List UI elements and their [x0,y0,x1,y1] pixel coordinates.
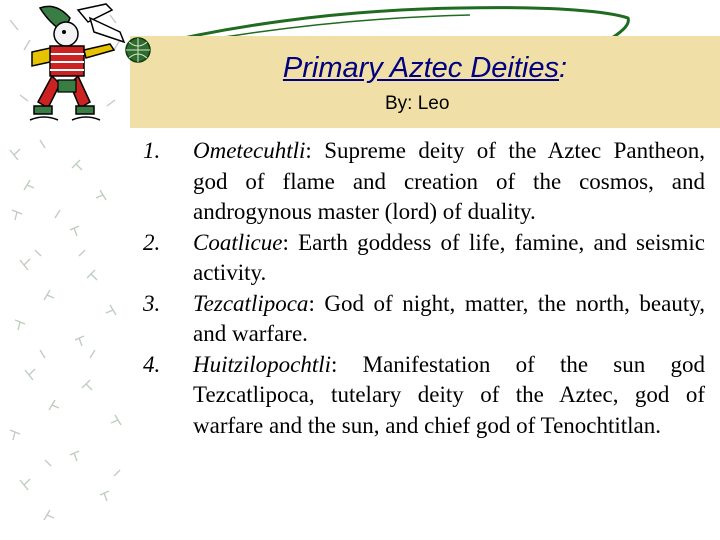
deity-name: Huitzilopochtli [193,351,331,377]
deity-text [193,289,705,350]
deity-item [143,136,705,228]
aztec-warrior-figure [20,2,135,130]
deity-text [193,136,705,228]
slide-title [130,52,720,85]
deity-number: 2. [143,229,161,255]
slide-title-text: Primary Aztec Deities [282,52,560,84]
deity-name: Coatlicue [193,229,283,255]
deity-text [193,228,705,289]
deity-list [143,136,705,441]
deity-name: Ometecuhtli [193,138,306,163]
deity-number: 3. [143,290,161,316]
deity-item [143,350,705,442]
deity-item [143,228,705,289]
deity-description: : Manifestation of the sun god Tezcatlipoca, tutelary deity of the Aztec, god of warfare and the sun, and chief god of Tenochtitlan. [193,351,705,438]
deity-item [143,289,705,350]
deity-description: : God of night, matter, the north, beauty, and warfare. [193,290,705,346]
deity-description: : Earth goddess of life, famine, and seismic activity. [193,229,705,285]
slide-subtitle: By: Leo [385,93,450,114]
deity-description: : Supreme deity of the Aztec Pantheon, god of flame and creation of the cosmos, and androgynous master (lord) of duality. [193,138,705,224]
slide-title-colon: : [559,52,568,84]
deity-text [193,350,705,442]
deity-number: 1. [143,138,161,163]
deity-name: Tezcatlipoca [193,290,309,316]
deity-number: 4. [143,351,161,377]
